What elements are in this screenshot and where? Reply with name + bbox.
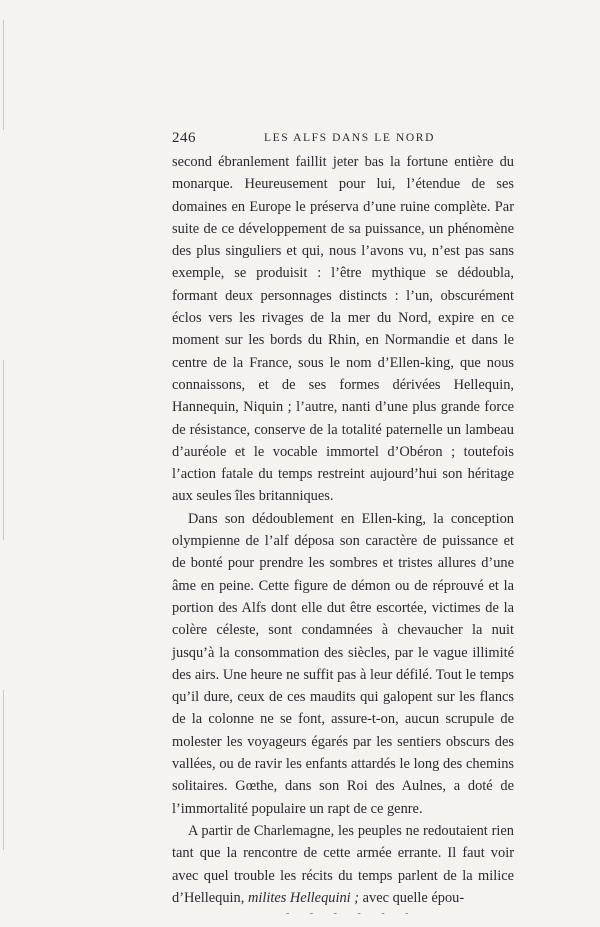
footer-mark: - - - - - - bbox=[286, 908, 418, 919]
paragraph: Dans son dédoublement en Ellen-king, la conception olympienne de l’alf déposa son caractère de puissance et de bonté pour prendre les sombres et tristes allures d’une âme en peine. Cette figure de démon ou de réprouvé et la portion des Alfs dont elle dut être escortée, victimes de la colère céleste, sont condamnées à chevaucher la nuit jusqu’à la consommation des siècles, par le vague illimité des airs. Une heure ne suffit pas à leur défilé. Tout le temps qu’il dure, ceux de ces maudits qui galopent sur les flancs de la colonne ne se font, assure-t-on, aucun scrupule de molester les voyageurs égarés par les sentiers obscurs des vallées, ou de ravir les enfants attardés le long des chemins solitaires. Gœthe, dans son Roi des Aulnes, a doté de l’immortalité populaire un rapt de ce genre. bbox=[172, 510, 514, 817]
running-title: LES ALFS DANS LE NORD bbox=[264, 132, 435, 144]
paragraph-text: A partir de Charlemagne, les peuples ne redoutaient rien tant que la rencontre de cette armée errante. Il faut voir avec quel trouble les récits du temps parlent de la milice d’Hellequin, bbox=[172, 822, 514, 906]
scan-edge-line bbox=[3, 360, 4, 540]
paragraph bbox=[172, 820, 514, 909]
paragraph-text: avec quelle épou- bbox=[359, 889, 465, 906]
latin-term: milites Hellequini ; bbox=[247, 889, 360, 906]
page-number: 246 bbox=[172, 130, 196, 146]
page-header bbox=[172, 130, 514, 150]
paragraph: second ébranlement faillit jeter bas la fortune entière du monarque. Heureusement pour lui, l’étendue de ses domaines en Europe le préserva d’une ruine complète. Par suite de ce développement de sa puissance, un phénomène des plus singuliers et qui, nous l’avons vu, n’est pas sans exemple, se produisit : l’être mythique se dédoubla, formant deux personnages distincts : l’un, obscurément éclos vers les rivages de la mer du Nord, expire en ce moment sur les bords du Rhin, en Normandie et dans le centre de la France, sous le nom d’Ellen-king, que nous connaissons, et de ses formes dérivées Hellequin, Hannequin, Niquin ; l’autre, nanti d’une plus grande force de résistance, conserve de la totalité paternelle un lambeau d’auréole et le vocable immortel d’Obéron ; toutefois l’action fatale du temps restreint aujourd’hui son héritage aux seules îles britanniques. bbox=[172, 154, 514, 505]
scan-edge-line bbox=[3, 20, 4, 130]
body-text bbox=[172, 151, 514, 909]
scan-edge-line bbox=[3, 690, 4, 850]
